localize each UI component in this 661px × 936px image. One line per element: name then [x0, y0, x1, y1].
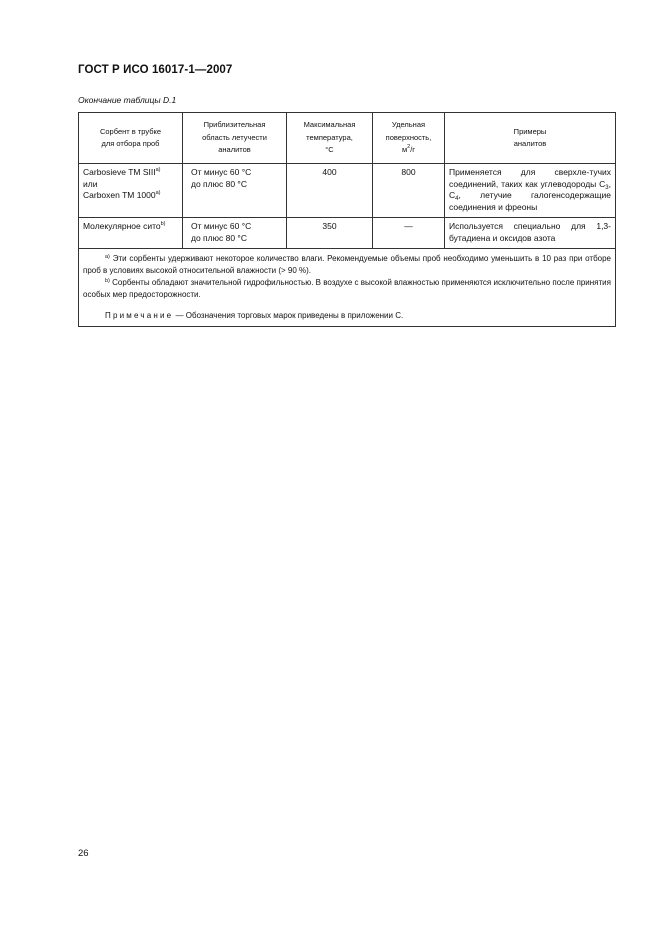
cell-example-analytes: Используется специально для 1,3-бутадиена и оксидов азота: [445, 218, 616, 249]
table-header-row: [79, 113, 616, 164]
table-row: [79, 164, 616, 218]
cell-sorbent: Carbosieve TM SIII$^{a)}$ или Carboxen TM 1000$^{a)}$: [79, 164, 183, 218]
cell-specific-surface: 800: [373, 164, 445, 218]
cell-sorbent: Молекулярное сито$^{b)}$: [79, 218, 183, 249]
header-specific-surface: Удельная поверхность, $м^2/г$: [373, 113, 445, 164]
table-caption: Окончание таблицы D.1: [78, 95, 177, 105]
table-note: Примечание — Обозначения торговых марок приведены в приложении С.: [105, 311, 404, 320]
header-sorbent: Сорбент в трубке для отбора проб: [79, 113, 183, 164]
cell-specific-surface: —: [373, 218, 445, 249]
cell-max-temperature: 350: [287, 218, 373, 249]
standard-header: ГОСТ Р ИСО 16017-1—2007: [78, 64, 233, 76]
footnote-b: $^{b)}$ Сорбенты обладают значительной гидрофильностью. В воздухе с высокой влажностью применяются исключительно после принятия особых мер предосторожности.: [83, 278, 611, 299]
footnote-a: $^{a)}$ Эти сорбенты удерживают некоторое количество влаги. Рекомендуемые объемы проб необходимо уменьшить в 10 раз при отборе проб в условиях высокой относительной влажности (> 90 %).: [83, 254, 612, 275]
table-notes-row: [79, 249, 616, 327]
table-notes: [79, 249, 616, 327]
cell-volatility-range: От минус 60 °С до плюс 80 °С: [183, 218, 287, 249]
header-max-temperature: Максимальная температура, °С: [287, 113, 373, 164]
page-number: 26: [78, 848, 89, 859]
cell-volatility-range: От минус 60 °С до плюс 80 °С: [183, 164, 287, 218]
header-volatility-range: Приблизительная область летучести аналитов: [183, 113, 287, 164]
header-example-analytes: Примеры аналитов: [445, 113, 616, 164]
table-row: [79, 218, 616, 249]
cell-max-temperature: 400: [287, 164, 373, 218]
sorbent-table: [78, 112, 616, 327]
cell-example-analytes: Применяется для сверхле-тучих соединений, таких как углеводороды $С_3$, $С_4$, летучие галогенсодержащие соединения и фреоны: [445, 164, 616, 218]
